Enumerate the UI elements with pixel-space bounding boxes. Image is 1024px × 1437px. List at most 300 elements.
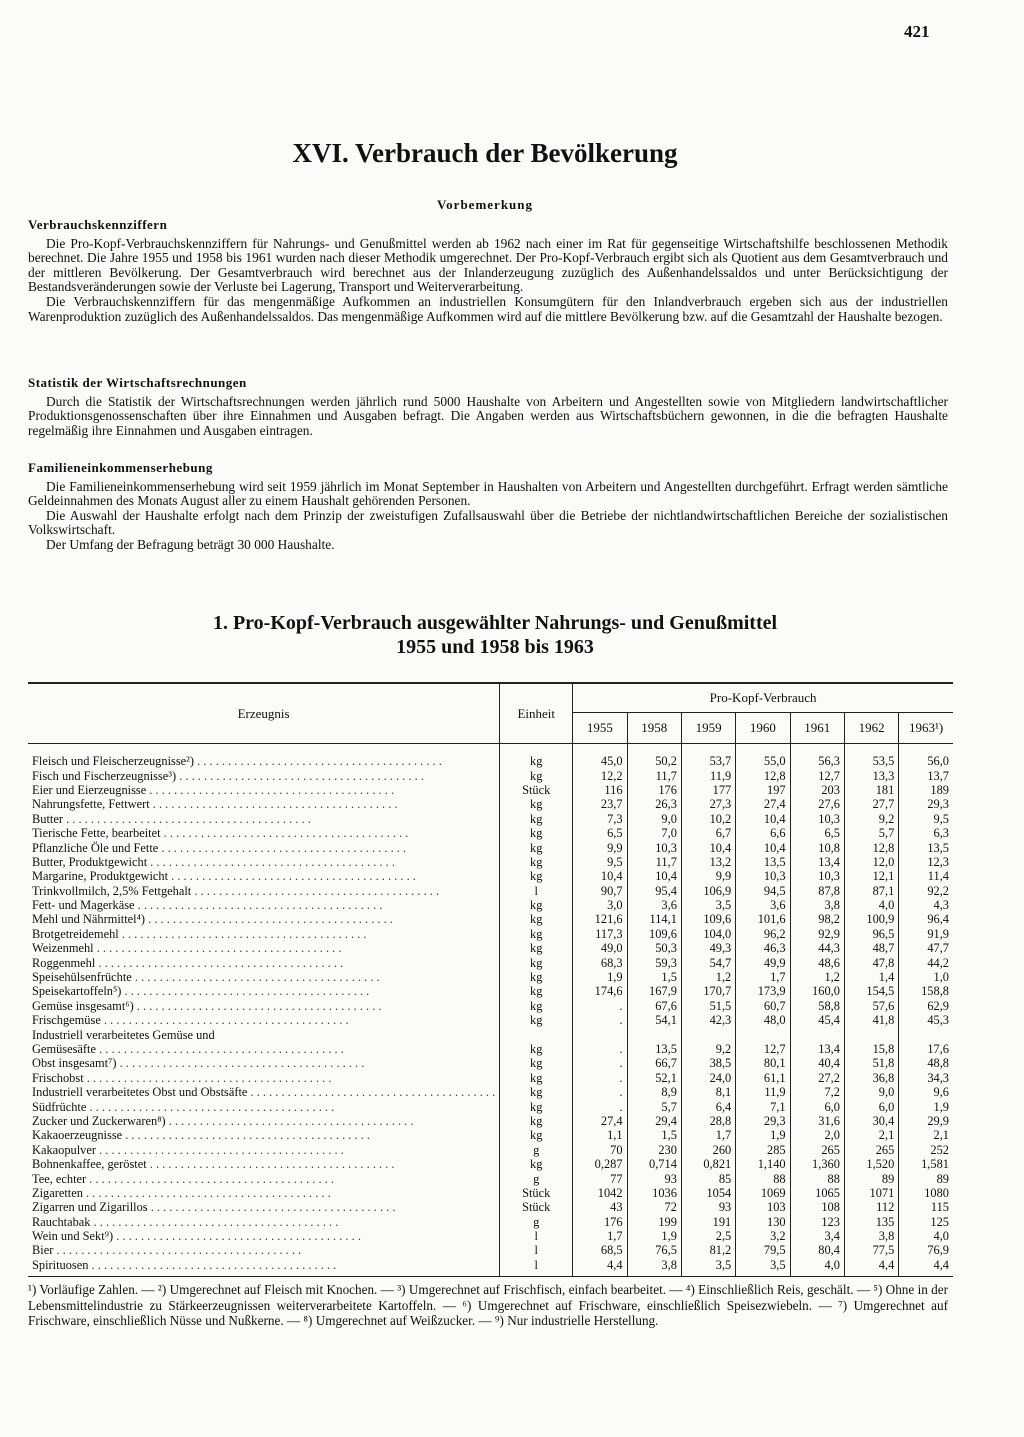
table-row [28,955,953,969]
dot-leader: . . . . . . . . . . . . . . . . . . . . . . . . . . . . . . . . . . . . . . . . [113,1229,361,1244]
value-cell: 56,3 [790,744,844,769]
dot-leader: . . . . . . . . . . . . . . . . . . . . . . . . . . . . . . . . . . . . . . . . [149,797,398,812]
value-cell: 203 [790,783,844,797]
product-label: Frischobst [32,1070,84,1085]
dot-leader: . . . . . . . . . . . . . . . . . . . . . . . . . . . . . . . . . . . . . . . . [165,1113,414,1128]
value-cell: 3,6 [736,898,790,912]
value-cell: 1,2 [681,970,735,984]
value-cell: 23,7 [573,797,627,811]
year-header: 1955 [573,713,627,744]
value-cell: 87,8 [790,884,844,898]
dot-leader: . . . . . . . . . . . . . . . . . . . . . . . . . . . . . . . . . . . . . . . . [122,1128,370,1143]
product-name [28,955,500,969]
dot-leader: . . . . . . . . . . . . . . . . . . . . . . . . . . . . . . . . . . . . . . . . [168,869,416,884]
dot-leader: . . . . . . . . . . . . . . . . . . . . . . . . . . . . . . . . . . . . . . . . [146,1157,395,1172]
value-cell: 3,8 [844,1229,898,1243]
value-cell: 158,8 [899,984,953,998]
value-cell: 12,7 [790,768,844,782]
value-cell: 106,9 [681,884,735,898]
value-cell: 116 [573,783,627,797]
value-cell: 7,1 [736,1099,790,1113]
dot-leader: . . . . . . . . . . . . . . . . . . . . . . . . . . . . . . . . . . . . . . . . [93,941,342,956]
value-cell: 6,0 [844,1099,898,1113]
product-name [28,1200,500,1214]
value-cell: 10,4 [681,840,735,854]
year-header: 1963¹) [899,713,953,744]
value-cell: 7,2 [790,1085,844,1099]
value-cell: 1,5 [627,1128,681,1142]
unit-cell: g [500,1143,573,1157]
value-cell: 191 [681,1215,735,1229]
product-name [28,1013,500,1027]
value-cell: 167,9 [627,984,681,998]
product-label: Zigarren und Zigarillos [32,1200,148,1215]
value-cell: 170,7 [681,984,735,998]
value-cell: 9,5 [899,812,953,826]
product-label: Südfrüchte [32,1099,87,1114]
value-cell: 36,8 [844,1071,898,1085]
value-cell: 28,8 [681,1114,735,1128]
table-row [28,840,953,854]
product-label: Nahrungsfette, Fettwert [32,797,150,812]
value-cell: 27,3 [681,797,735,811]
value-cell: 1080 [899,1186,953,1200]
value-cell: 1,5 [627,970,681,984]
value-cell: 24,0 [681,1071,735,1085]
value-cell [844,1027,898,1041]
product-name [28,1171,500,1185]
product-name [28,984,500,998]
product-label: Rauchtabak [32,1214,91,1229]
value-cell: 5,7 [627,1099,681,1113]
value-cell: 123 [790,1215,844,1229]
product-name [28,1085,500,1099]
product-label: Speisekartoffeln⁵) [32,984,122,999]
value-cell: 47,8 [844,955,898,969]
value-cell: 13,5 [899,840,953,854]
value-cell [790,1027,844,1041]
dot-leader: . . . . . . . . . . . . . . . . . . . . . . . . . . . . . . . . . . . . . . . . [86,1171,334,1186]
dot-leader: . . . . . . . . . . . . . . . . . . . . . . . . . . . . . . . . . . . . . . . . [134,898,383,913]
product-label: Frischgemüse [32,1013,101,1028]
value-cell: 3,8 [627,1258,681,1277]
table-row [28,1013,953,1027]
table-row [28,869,953,883]
value-cell: 26,3 [627,797,681,811]
value-cell: . [573,1099,627,1113]
product-name [28,941,500,955]
product-label: Trinkvollmilch, 2,5% Fettgehalt [32,883,192,898]
product-name [28,912,500,926]
value-cell: 66,7 [627,1056,681,1070]
value-cell: 77 [573,1171,627,1185]
value-cell: 9,0 [844,1085,898,1099]
table-row [28,1258,953,1277]
table-row [28,1157,953,1171]
dot-leader: . . . . . . . . . . . . . . . . . . . . . . . . . . . . . . . . . . . . . . . . [147,854,395,869]
value-cell: 4,4 [844,1258,898,1277]
product-name [28,1114,500,1128]
unit-cell: kg [500,927,573,941]
value-cell: 6,5 [790,826,844,840]
product-name [28,1157,500,1171]
value-cell: 96,2 [736,927,790,941]
table-row [28,768,953,782]
value-cell: 46,3 [736,941,790,955]
table-row [28,1215,953,1229]
product-name [28,768,500,782]
table-row [28,855,953,869]
table-row [28,797,953,811]
value-cell: 3,5 [736,1258,790,1277]
value-cell: 61,1 [736,1071,790,1085]
product-label: Industriell verarbeitetes Obst und Obstsäfte [32,1085,248,1100]
unit-cell: kg [500,1013,573,1027]
unit-cell: kg [500,984,573,998]
unit-cell: kg [500,840,573,854]
value-cell: 160,0 [790,984,844,998]
value-cell: 30,4 [844,1114,898,1128]
value-cell: 92,2 [899,884,953,898]
value-cell: 10,2 [681,812,735,826]
value-cell: . [573,1013,627,1027]
value-cell: 50,2 [627,744,681,769]
section-wirtschaftsrechnungen [28,376,948,438]
value-cell: 1,581 [899,1157,953,1171]
dot-leader: . . . . . . . . . . . . . . . . . . . . . . . . . . . . . . . . . . . . . . . . [121,984,370,999]
value-cell: 88 [790,1171,844,1185]
table-row [28,1229,953,1243]
value-cell: 91,9 [899,927,953,941]
value-cell: 27,6 [790,797,844,811]
unit-cell: l [500,1229,573,1243]
product-name [28,884,500,898]
value-cell: 114,1 [627,912,681,926]
value-cell: 9,2 [844,812,898,826]
unit-cell: kg [500,1128,573,1142]
value-cell: 51,5 [681,999,735,1013]
value-cell: 109,6 [627,927,681,941]
table-row [28,898,953,912]
unit-cell: kg [500,768,573,782]
value-cell: 1,9 [627,1229,681,1243]
paragraph: Durch die Statistik der Wirtschaftsrechnungen werden jährlich rund 5000 Haushalte von Arbeitern und Angestellten sowie von Mitgliedern landwirtschaftlicher Produktionsgenossenschaften über ihre Einnahmen und Ausgaben befragt. Die Angaben werden aus Wirtschaftsbüchern gewonnen, in die die befragten Haushalte regelmäßig ihre Einnahmen und Ausgaben eintragen. [28,393,948,438]
value-cell: 29,3 [899,797,953,811]
value-cell: 13,2 [681,855,735,869]
value-cell: 89 [899,1171,953,1185]
value-cell: 0,821 [681,1157,735,1171]
value-cell: 90,7 [573,884,627,898]
value-cell: 47,7 [899,941,953,955]
table-row [28,1114,953,1128]
value-cell: 48,0 [736,1013,790,1027]
table-row [28,927,953,941]
product-name [28,826,500,840]
unit-cell: l [500,1243,573,1257]
product-label: Bier [32,1243,54,1258]
value-cell: 13,4 [790,855,844,869]
value-cell: 265 [844,1143,898,1157]
table-row [28,1042,953,1056]
dot-leader: . . . . . . . . . . . . . . . . . . . . . . . . . . . . . . . . . . . . . . . . [96,1142,344,1157]
year-header: 1962 [844,713,898,744]
value-cell: 125 [899,1215,953,1229]
product-label: Fisch und Fischerzeugnisse³) [32,768,177,783]
value-cell: 10,4 [736,812,790,826]
value-cell [681,1027,735,1041]
value-cell: 189 [899,783,953,797]
product-name [28,927,500,941]
value-cell: 54,1 [627,1013,681,1027]
value-cell: 29,4 [627,1114,681,1128]
unit-cell: kg [500,1085,573,1099]
value-cell: 6,5 [573,826,627,840]
product-label: Gemüsesäfte [32,1042,96,1056]
section-heading: Familieneinkommenserhebung [28,460,213,475]
table-row [28,884,953,898]
value-cell: 96,4 [899,912,953,926]
value-cell: 80,1 [736,1056,790,1070]
value-cell: 12,0 [844,855,898,869]
value-cell: 2,0 [790,1128,844,1142]
value-cell: 1,9 [573,970,627,984]
product-label: Bohnenkaffee, geröstet [32,1157,147,1172]
value-cell: 103 [736,1200,790,1214]
product-name [28,1027,500,1041]
value-cell: 10,3 [790,869,844,883]
value-cell: 27,4 [573,1114,627,1128]
value-cell: 94,5 [736,884,790,898]
dot-leader: . . . . . . . . . . . . . . . . . . . . . . . . . . . . . . . . . . . . . . . . [116,1056,365,1071]
unit-cell: kg [500,869,573,883]
table-row [28,1143,953,1157]
value-cell: 49,0 [573,941,627,955]
value-cell: 1,1 [573,1128,627,1142]
unit-cell: kg [500,1071,573,1085]
section-heading: Verbrauchskennziffern [28,217,168,232]
dot-leader: . . . . . . . . . . . . . . . . . . . . . . . . . . . . . . . . . . . . . . . . [83,1070,332,1085]
value-cell: 3,0 [573,898,627,912]
value-cell: 1,520 [844,1157,898,1171]
value-cell: 10,4 [627,869,681,883]
header-unit: Einheit [500,683,573,744]
value-cell: 2,5 [681,1229,735,1243]
dot-leader: . . . . . . . . . . . . . . . . . . . . . . . . . . . . . . . . . . . . . . . . [100,1013,349,1028]
unit-cell: kg [500,898,573,912]
value-cell: 51,8 [844,1056,898,1070]
value-cell: . [573,1085,627,1099]
table-row [28,1171,953,1185]
value-cell: 15,8 [844,1042,898,1056]
product-name [28,1243,500,1257]
value-cell: 11,4 [899,869,953,883]
product-label: Tierische Fette, bearbeitet [32,826,161,841]
value-cell: 0,287 [573,1157,627,1171]
paragraph: Die Verbrauchskennziffern für das mengenmäßige Aufkommen an industriellen Konsumgütern für den Inlandverbrauch ergeben sich aus der industriellen Warenproduktion zuzüglich des Außenhandelssaldos. Das mengenmäßige Aufkommen wird auf die mittlere Bevölkerung bzw. auf die Gesamtzahl der Haushalte bezogen. [28,293,948,324]
value-cell: 173,9 [736,984,790,998]
value-cell: 11,9 [736,1085,790,1099]
dot-leader: . . . . . . . . . . . . . . . . . . . . . . . . . . . . . . . . . . . . . . . . [88,1257,337,1272]
product-label: Kakaoerzeugnisse [32,1128,123,1143]
product-label: Industriell verarbeitetes Gemüse und [32,1027,215,1042]
value-cell: 12,3 [899,855,953,869]
table-row [28,1200,953,1214]
value-cell: 49,9 [736,955,790,969]
value-cell: 53,5 [844,744,898,769]
value-cell: 252 [899,1143,953,1157]
table-row [28,1243,953,1257]
value-cell: 50,3 [627,941,681,955]
unit-cell: kg [500,999,573,1013]
value-cell: 109,6 [681,912,735,926]
dot-leader: . . . . . . . . . . . . . . . . . . . . . . . . . . . . . . . . . . . . . . . . [194,754,442,769]
value-cell: 1,2 [790,970,844,984]
value-cell: 54,7 [681,955,735,969]
value-cell: 6,4 [681,1099,735,1113]
value-cell: 6,3 [899,826,953,840]
table-row [28,1128,953,1142]
value-cell: 80,4 [790,1243,844,1257]
value-cell: 101,6 [736,912,790,926]
product-label: Roggenmehl [32,955,96,970]
value-cell: 77,5 [844,1243,898,1257]
table-row [28,1186,953,1200]
value-cell: 265 [790,1143,844,1157]
section-familieneinkommenserhebung [28,461,948,553]
product-name [28,1229,500,1243]
value-cell: 1036 [627,1186,681,1200]
table-row [28,744,953,769]
value-cell: 100,9 [844,912,898,926]
value-cell: 181 [844,783,898,797]
product-name [28,869,500,883]
value-cell: . [573,999,627,1013]
value-cell: 135 [844,1215,898,1229]
value-cell: 10,3 [627,840,681,854]
value-cell: 1,360 [790,1157,844,1171]
chapter-title: XVI. Verbrauch der Bevölkerung [292,138,678,168]
value-cell: 1,7 [681,1128,735,1142]
page-number: 421 [904,22,930,41]
table-row [28,1027,953,1041]
value-cell: 13,5 [736,855,790,869]
unit-cell: kg [500,744,573,769]
value-cell: 12,7 [736,1042,790,1056]
product-name [28,1186,500,1200]
dot-leader: . . . . . . . . . . . . . . . . . . . . . . . . . . . . . . . . . . . . . . . . [118,926,367,941]
table-row [28,1085,953,1099]
table-row [28,970,953,984]
value-cell: 11,7 [627,768,681,782]
value-cell: 17,6 [899,1042,953,1056]
product-name [28,1143,500,1157]
value-cell: 79,5 [736,1243,790,1257]
value-cell: 11,9 [681,768,735,782]
unit-cell: kg [500,797,573,811]
value-cell: 5,7 [844,826,898,840]
value-cell: 10,4 [573,869,627,883]
footnotes: ¹) Vorläufige Zahlen. — ²) Umgerechnet auf Fleisch mit Knochen. — ³) Umgerechnet auf Frischfisch, einfach bearbeitet. — ⁴) Einschließlich Reis, geschält. — ⁵) Ohne in der Lebensmittelindustrie zu Stärkeerzeugnissen weiterverarbeitete Kartoffeln. — ⁶) Umgerechnet auf Frischware, einschließlich Speisezwiebeln. — ⁷) Umgerechnet auf Frischware, einschließlich Nüsse und Nußkerne. — ⁸) Umgerechnet auf Weißzucker. — ⁹) Nur industrielle Herstellung. [28,1282,948,1328]
value-cell: 2,1 [899,1128,953,1142]
value-cell: 10,3 [736,869,790,883]
table-row [28,999,953,1013]
product-label: Zigaretten [32,1185,83,1200]
value-cell: 85 [681,1171,735,1185]
product-name [28,999,500,1013]
dot-leader: . . . . . . . . . . . . . . . . . . . . . . . . . . . . . . . . . . . . . . . . [147,1200,396,1215]
value-cell: 52,1 [627,1071,681,1085]
value-cell: 81,2 [681,1243,735,1257]
product-name [28,898,500,912]
section-verbrauchskennziffern [28,218,948,324]
table-row [28,984,953,998]
unit-cell: kg [500,941,573,955]
value-cell: 197 [736,783,790,797]
value-cell: 9,6 [899,1085,953,1099]
unit-cell: kg [500,826,573,840]
product-label: Mehl und Nährmittel⁴) [32,912,146,927]
unit-cell [500,1027,573,1041]
value-cell: 1,140 [736,1157,790,1171]
product-label: Weizenmehl [32,941,94,956]
unit-cell: kg [500,955,573,969]
product-name [28,1215,500,1229]
unit-cell: kg [500,1157,573,1171]
value-cell: 44,2 [899,955,953,969]
value-cell: 13,4 [790,1042,844,1056]
product-name [28,855,500,869]
value-cell: 1,0 [899,970,953,984]
value-cell [736,1027,790,1041]
product-label: Fleisch und Fleischerzeugnisse²) [32,754,195,769]
value-cell: 62,9 [899,999,953,1013]
unit-cell: Stück [500,783,573,797]
value-cell: 0,714 [627,1157,681,1171]
product-label: Eier und Eierzeugnisse [32,782,147,797]
dot-leader: . . . . . . . . . . . . . . . . . . . . . . . . . . . . . . . . . . . . . . . . [95,955,344,970]
value-cell: 48,7 [844,941,898,955]
value-cell: 3,5 [681,898,735,912]
value-cell: 38,5 [681,1056,735,1070]
value-cell: 13,3 [844,768,898,782]
value-cell: 1,4 [844,970,898,984]
product-name [28,1071,500,1085]
value-cell: 3,8 [790,898,844,912]
value-cell: 68,3 [573,955,627,969]
value-cell: 89 [844,1171,898,1185]
value-cell: 13,5 [627,1042,681,1056]
value-cell: 4,0 [844,898,898,912]
value-cell: 48,6 [790,955,844,969]
value-cell: 59,3 [627,955,681,969]
value-cell: 1065 [790,1186,844,1200]
value-cell: 53,7 [681,744,735,769]
value-cell: 177 [681,783,735,797]
product-label: Margarine, Produktgewicht [32,869,169,884]
table-body [28,744,953,1277]
value-cell: 27,2 [790,1071,844,1085]
product-label: Brotgetreidemehl [32,926,119,941]
unit-cell: kg [500,1056,573,1070]
paragraph: Die Familieneinkommenserhebung wird seit 1959 jährlich im Monat September in Haushalten von Arbeitern und Angestellten durchgeführt. Erfragt werden sämtliche Geldeinnahmen des Monats August aller zu einem Haushalt gehörenden Personen. [28,478,948,509]
value-cell: 42,3 [681,1013,735,1027]
product-name [28,1056,500,1070]
value-cell: 49,3 [681,941,735,955]
unit-cell: kg [500,812,573,826]
header-product: Erzeugnis [28,683,500,744]
dot-leader: . . . . . . . . . . . . . . . . . . . . . . . . . . . . . . . . . . . . . . . . [146,782,395,797]
value-cell: 9,5 [573,855,627,869]
